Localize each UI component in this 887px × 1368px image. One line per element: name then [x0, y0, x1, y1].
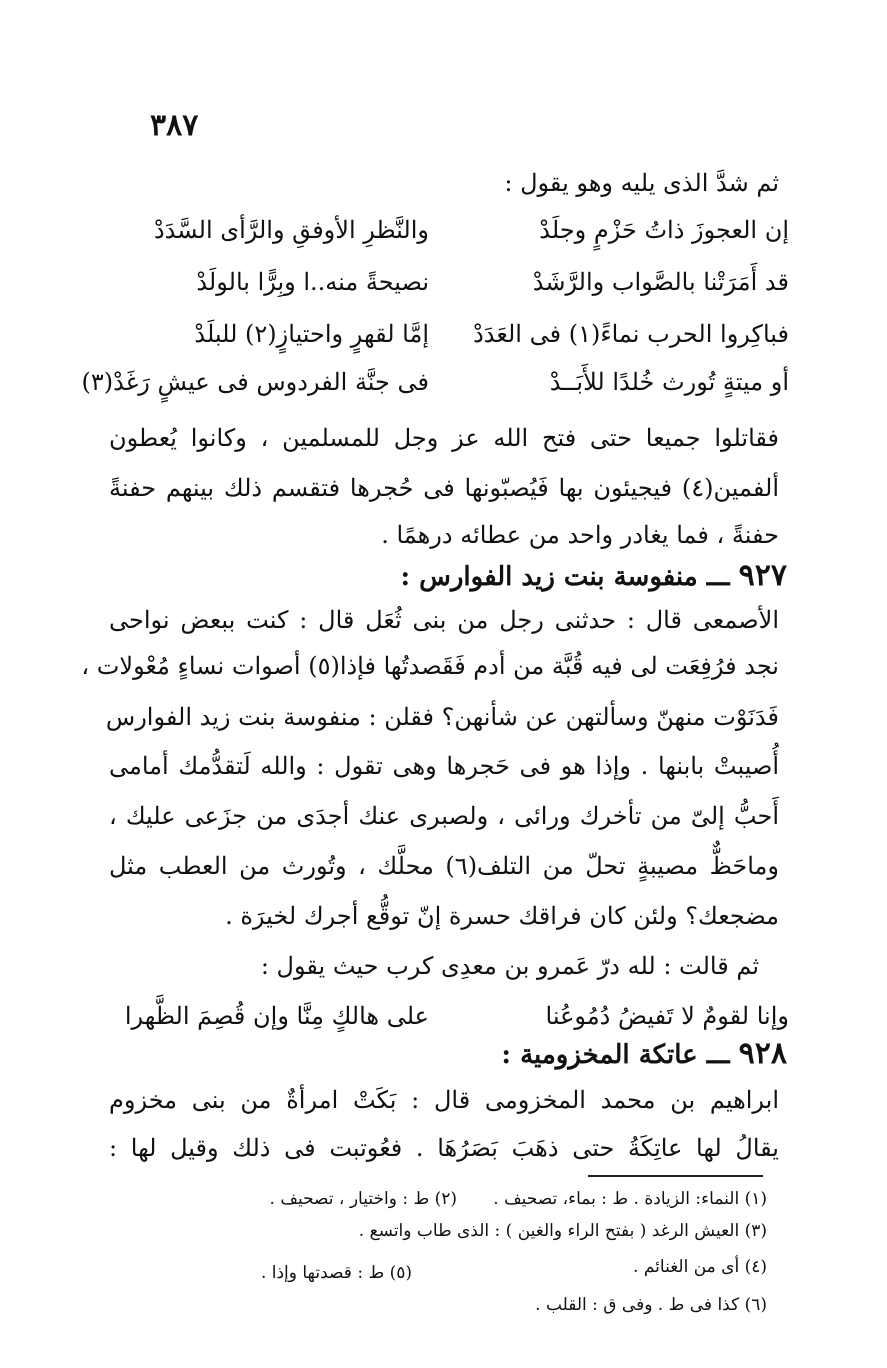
footnote-3: (٣) العيش الرغد ( بفتح الراء والغين ) : الذى طاب واتسع . — [358, 1221, 767, 1241]
verse-1 — [99, 210, 789, 250]
footnote-2: (٢) ط : واختيار ، تصحيف . — [269, 1189, 457, 1209]
footnote-6: (٦) كذا فى ط . وفى ق : القلب . — [535, 1295, 767, 1315]
paragraph-line: يقالُ لها عاتِكَةُ حتى ذهَبَ بَصَرُهَا . فعُوتبت فى ذلك وقيل لها : — [109, 1134, 779, 1162]
footnote-1: (١) النماء: الزيادة . ط : بماء، تصحيف . — [493, 1189, 767, 1209]
verse-4 — [81, 362, 789, 402]
verse-4-second-hemistich: فى جنَّة الفردوس فى عيشٍ رَغَدْ(٣) — [81, 368, 429, 396]
paragraph-line: فقاتلوا جميعا حتى فتح الله عز وجل للمسلمين ، وكانوا يُعطون — [109, 424, 779, 452]
footnote-separator — [588, 1175, 763, 1177]
verse-3 — [99, 314, 789, 354]
paragraph-line: ألفمين(٤) فيجيئون بها فَيُصبّونها فى حُجرها فتقسم ذلك بينهم حفنةً — [109, 474, 779, 502]
paragraph-line: ابراهيم بن محمد المخزومى قال : بَكَتْ امرأةٌ من بنى مخزوم — [109, 1086, 779, 1114]
footnote-5: (٥) ط : قصدتها وإذا . — [260, 1263, 412, 1283]
paragraph-line: أَحبُّ إلىّ من تأخرك ورائى ، ولصبرى عنك أجدَى من جزَعى عليك ، — [109, 802, 779, 830]
paragraph-line: نجد فرُفِعَت لى فيه قُبَّة من أدم فَقَصدتُها فإذا(٥) أصوات نساءٍ مُعْولات ، — [81, 652, 779, 680]
paragraph-line: أُصيبتْ بابنها . وإذا هو فى حَجرها وهى تقول : والله لَتقدُّمك أمامى — [109, 752, 779, 780]
paragraph-line: فَدَنَوْت منهنّ وسألتهن عن شأنهن؟ فقلن : منفوسة بنت زيد الفوارس — [105, 703, 779, 731]
section-heading-927 — [87, 556, 787, 597]
section-dash: ـــ — [706, 562, 730, 592]
verse-4-first-hemistich: أو ميتةٍ تُورث خُلدًا للأَبَــدْ — [549, 368, 789, 396]
page-number: ٣٨٧ — [150, 108, 199, 143]
verse-2-second-hemistich: نصيحةً منه..ا وبِرًّا بالولَدْ — [196, 268, 429, 296]
poem-intro-line: ثم شدَّ الذى يليه وهو يقول : — [504, 169, 779, 197]
verse-3-first-hemistich: فباكِروا الحرب نماءً(١) فى العَدَدْ — [473, 320, 789, 348]
paragraph-line: مضجعك؟ ولئن كان فراقك حسرة إنّ توقُّع أجرك لخيرَة . — [225, 902, 779, 930]
verse-1-second-hemistich: والنَّظرِ الأوفقِ والرَّأى السَّدَدْ — [153, 216, 429, 244]
paragraph-line: حفنةً ، فما يغادر واحد من عطائه درهمًا . — [381, 521, 779, 549]
section-number: ٩٢٧ — [738, 558, 787, 593]
section-title: عاتكة المخزومية : — [501, 1040, 698, 1070]
poem-intro-line: ثم قالت : لله درّ عَمرو بن معدِى كرب حيث يقول : — [260, 952, 759, 980]
section-heading-928 — [87, 1034, 787, 1075]
verse-3-second-hemistich: إمَّا لقهرٍ واحتيازٍ(٢) للبلَدْ — [194, 320, 429, 348]
section-dash: ـــ — [706, 1040, 730, 1070]
footnote-4: (٤) أى من الغنائم . — [633, 1257, 767, 1277]
verse-2-first-hemistich: قد أَمَرَتْنا بالصَّواب والرَّشَدْ — [532, 268, 789, 296]
verse-2 — [99, 262, 789, 302]
section-number: ٩٢٨ — [738, 1036, 787, 1071]
paragraph-line: وماحَظٌّ مصيبةٍ تحلّ من التلف(٦) محلَّك ، وتُورث من العطب مثل — [109, 852, 779, 880]
verse-amr-first-hemistich: وإنا لقومٌ لا تَفيضُ دُمُوعُنا — [545, 1002, 789, 1030]
paragraph-line: الأصمعى قال : حدثنى رجل من بنى ثُعَل قال : كنت ببعض نواحى — [109, 606, 779, 634]
verse-amr-second-hemistich: على هالكٍ مِنَّا وإن قُصِمَ الظَّهرا — [124, 1002, 429, 1030]
verse-amr — [99, 996, 789, 1036]
verse-1-first-hemistich: إن العجوزَ ذاتُ حَزْمٍ وجلَدْ — [539, 216, 789, 244]
section-title: منفوسة بنت زيد الفوارس : — [400, 562, 698, 592]
